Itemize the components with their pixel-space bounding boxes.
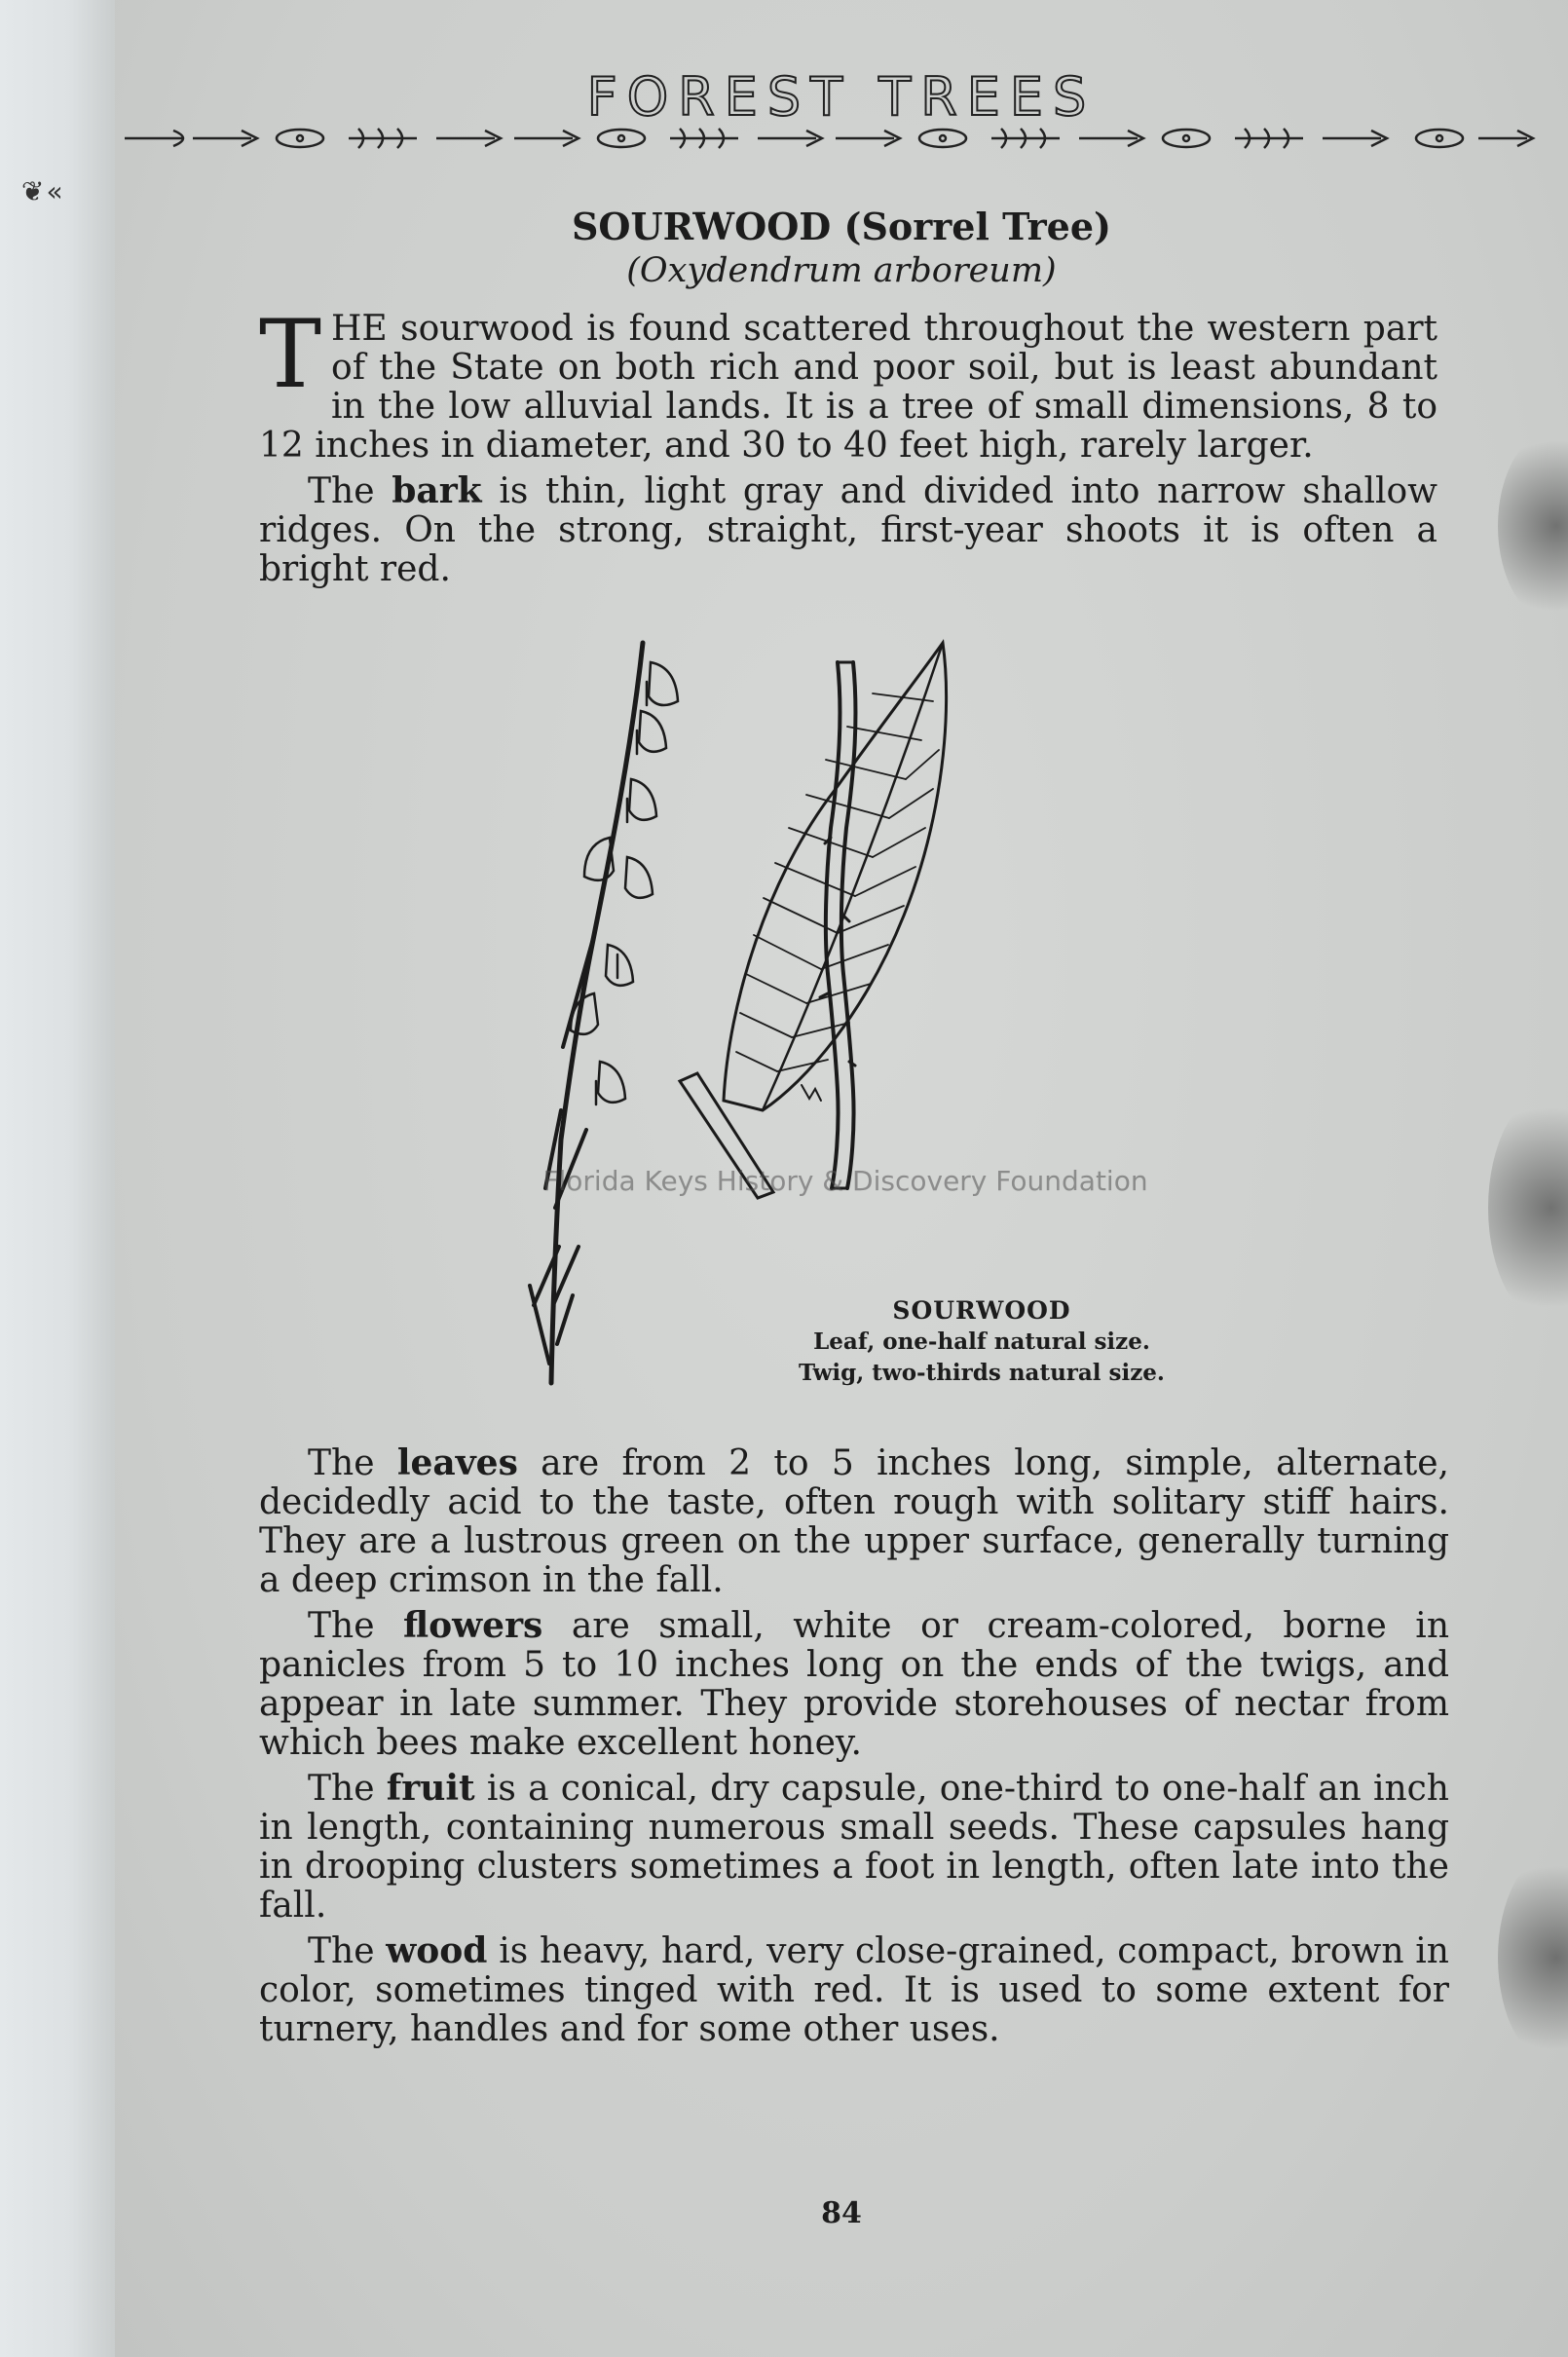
figure-caption bbox=[758, 1295, 1206, 1389]
facing-page-ornament: ❦« bbox=[21, 175, 65, 207]
page-stain bbox=[1488, 1091, 1568, 1325]
running-head: FOREST TREES bbox=[586, 66, 1097, 128]
intro-text bbox=[259, 300, 1437, 595]
flowers-paragraph bbox=[259, 1606, 1449, 1763]
leaves-keyword: leaves bbox=[396, 1442, 518, 1483]
page-title: SOURWOOD (Sorrel Tree) bbox=[571, 205, 1111, 248]
facing-page-edge bbox=[0, 0, 115, 2357]
leaves-paragraph bbox=[259, 1443, 1449, 1600]
wood-keyword: wood bbox=[386, 1930, 488, 1971]
fruit-text: is a conical, dry capsule, one-third to one-half an inch in length, containing numerous small seeds. These capsules hang in drooping clusters sometimes a foot in length, often late into the fall. bbox=[259, 1769, 1449, 1926]
bark-keyword: bark bbox=[392, 470, 482, 511]
watermark: Florida Keys History & Discovery Foundation bbox=[542, 1165, 1148, 1197]
flowers-keyword: flowers bbox=[403, 1605, 543, 1646]
fruit-lead: The bbox=[308, 1769, 387, 1809]
flowers-lead: The bbox=[308, 1606, 403, 1646]
wood-text: is heavy, hard, very close-grained, compact, brown in color, sometimes tinged with red. It is used to some extent for turnery, handles and for some other uses. bbox=[259, 1931, 1449, 2049]
wood-lead: The bbox=[308, 1931, 387, 1971]
book-page bbox=[115, 0, 1568, 2357]
leaves-lead: The bbox=[308, 1443, 397, 1483]
fruit-paragraph bbox=[259, 1769, 1449, 1926]
bark-paragraph bbox=[259, 471, 1437, 589]
scientific-name: (Oxydendrum arboreum) bbox=[626, 251, 1057, 290]
bark-lead: The bbox=[308, 471, 392, 511]
sourwood-illustration bbox=[485, 623, 1284, 1403]
intro-paragraph bbox=[259, 300, 1437, 466]
page-stain bbox=[1498, 429, 1568, 623]
caption-title: SOURWOOD bbox=[892, 1296, 1071, 1325]
bark-text: is thin, light gray and divided into narrow shallow ridges. On the strong, straight, first-year shoots it is often a bright red. bbox=[259, 471, 1437, 589]
leaves-text: are from 2 to 5 inches long, simple, alternate, decidedly acid to the taste, often rough with solitary stiff hairs. They are a lustrous green on the upper surface, generally turning a deep crimson in the fall. bbox=[259, 1443, 1450, 1600]
wood-paragraph bbox=[259, 1931, 1449, 2049]
body-text bbox=[259, 1443, 1449, 2055]
caption-line: Twig, two-thirds natural size. bbox=[799, 1360, 1165, 1386]
drop-cap: T bbox=[259, 300, 322, 409]
intro-paragraph-text: HE sourwood is found scattered throughout the western part of the State on both rich and poor soil, but is least abundant in the low alluvial lands. It is a tree of small dimensions, 8 to 12 inches in diameter, and 30 to 40 feet high, rarely larger. bbox=[259, 309, 1437, 466]
caption-line: Leaf, one-half natural size. bbox=[813, 1328, 1150, 1355]
fruit-keyword: fruit bbox=[386, 1768, 475, 1809]
decorative-border bbox=[115, 119, 1556, 158]
flowers-text: are small, white or cream-colored, borne in panicles from 5 to 10 inches long on the ends of the twigs, and appear in late summer. They provide storehouses of nectar from which bees make excellent honey. bbox=[259, 1606, 1450, 1763]
page-number: 84 bbox=[821, 2196, 862, 2230]
page-stain bbox=[1498, 1851, 1568, 2065]
